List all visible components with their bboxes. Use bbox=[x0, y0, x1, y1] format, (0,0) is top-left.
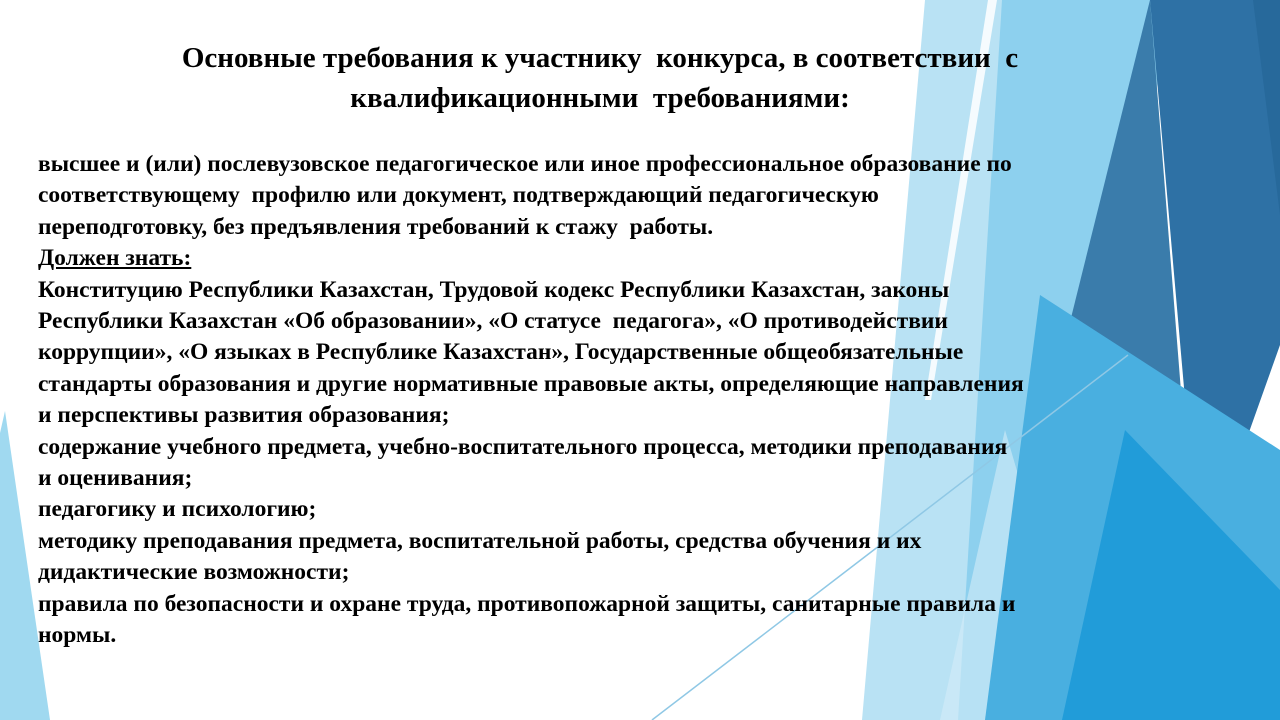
body-line: нормы. bbox=[38, 622, 117, 649]
body-line: правила по безопасности и охране труда, противопожарной защиты, санитарные правила и bbox=[38, 590, 1016, 617]
body-line: соответствующему профилю или документ, подтверждающий педагогическую bbox=[38, 182, 879, 209]
slide-title-line: Основные требования к участнику конкурса, в соответствии с bbox=[181, 42, 1019, 74]
body-line: и оценивания; bbox=[38, 465, 193, 492]
body-line: переподготовку, без предъявления требований к стажу работы. bbox=[38, 213, 714, 240]
body-line: методику преподавания предмета, воспитательной работы, средства обучения и их bbox=[38, 527, 922, 554]
body-line: Республики Казахстан «Об образовании», «О статусе педагога», «О противодействии bbox=[38, 308, 948, 335]
slide-body bbox=[38, 149, 1273, 652]
body-line: Должен знать: bbox=[38, 245, 192, 272]
body-line: стандарты образования и другие нормативные правовые акты, определяющие направления bbox=[38, 370, 1024, 397]
body-line: содержание учебного предмета, учебно-воспитательного процесса, методики преподавания bbox=[38, 433, 1008, 460]
body-line: и перспективы развития образования; bbox=[38, 402, 450, 429]
body-line: Конституцию Республики Казахстан, Трудовой кодекс Республики Казахстан, законы bbox=[38, 276, 950, 303]
body-line: педагогику и психологию; bbox=[38, 496, 317, 523]
body-line: коррупции», «О языках в Республике Казахстан», Государственные общеобязательные bbox=[38, 339, 964, 366]
slide-title bbox=[55, 38, 1145, 118]
body-line: дидактические возможности; bbox=[38, 559, 350, 586]
slide-title-line: квалификационными требованиями: bbox=[350, 82, 850, 114]
body-line: высшее и (или) послевузовское педагогическое или иное профессиональное образование по bbox=[38, 151, 1012, 177]
